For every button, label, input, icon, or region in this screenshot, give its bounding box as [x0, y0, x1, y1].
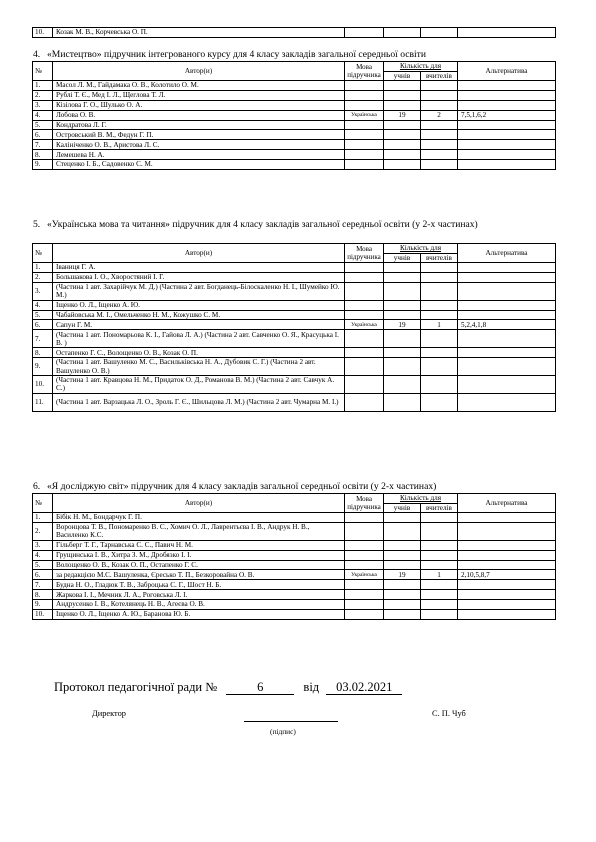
protocol-label: Протокол педагогічної ради №: [54, 680, 218, 694]
header-author: Автор(и): [53, 244, 345, 263]
row-alternative: [458, 300, 556, 310]
table-row: [33, 28, 556, 38]
row-language: [345, 393, 384, 411]
row-language: [345, 540, 384, 550]
row-alternative: [458, 580, 556, 590]
director-name: С. П. Чуб: [432, 709, 466, 718]
table-row: [33, 100, 556, 110]
table-row: [33, 272, 556, 282]
row-number: 7.: [33, 330, 53, 348]
header-teachers: вчителів: [421, 71, 458, 81]
row-alternative: [458, 90, 556, 100]
row-number: 9.: [33, 600, 53, 610]
row-language: [345, 160, 384, 170]
table-row: [33, 570, 556, 580]
table-row: [33, 358, 556, 376]
table-header-row: [33, 494, 556, 504]
row-author: Островський В. М., Федун Г. П.: [53, 130, 345, 140]
row-alternative: 5,2,4,1,8: [458, 320, 556, 330]
row-teachers: [421, 310, 458, 320]
row-number: 5.: [33, 310, 53, 320]
row-language: [345, 560, 384, 570]
table-row: [33, 130, 556, 140]
protocol-from: від: [303, 680, 320, 694]
row-teachers: 2: [421, 110, 458, 120]
row-alternative: [458, 550, 556, 560]
row-language: [345, 376, 384, 394]
table-row: [33, 522, 556, 540]
row-alternative: [458, 610, 556, 620]
row-number: 1.: [33, 81, 53, 91]
row-number: 10.: [33, 376, 53, 394]
row-author: Стеценко І. Б., Садовенко С. М.: [53, 160, 345, 170]
row-teachers: [421, 330, 458, 348]
row-teachers: [421, 140, 458, 150]
row-alternative: [458, 160, 556, 170]
row-alternative: [458, 560, 556, 570]
row-teachers: [421, 160, 458, 170]
row-language: [345, 90, 384, 100]
row-number: 4.: [33, 300, 53, 310]
row-alternative: [458, 263, 556, 273]
header-author: Автор(и): [53, 62, 345, 81]
table-row: [33, 140, 556, 150]
section-number: 6.: [33, 481, 41, 492]
row-language: [345, 81, 384, 91]
row-students: [384, 130, 421, 140]
row-language: [345, 272, 384, 282]
row-number: 3.: [33, 100, 53, 110]
table-row: [33, 550, 556, 560]
header-teachers: вчителів: [421, 503, 458, 513]
row-language: [345, 610, 384, 620]
row-teachers: [421, 81, 458, 91]
director-label: Директор: [92, 709, 126, 718]
row-alternative: [458, 522, 556, 540]
row-author: Рублі Т. Є., Мед І. Л., Щеглова Т. Л.: [53, 90, 345, 100]
row-alternative: 7,5,1,6,2: [458, 110, 556, 120]
row-number: 7.: [33, 140, 53, 150]
table-row: [33, 320, 556, 330]
row-language: [345, 130, 384, 140]
row-author: (Частина 1 авт. Вашуленко М. С., Васильківська Н. А., Дубовик С. Г.) (Частина 2 авт. Вашуленко О. В.): [53, 358, 345, 376]
row-author: Бібік Н. М., Бондарчук Г. П.: [53, 513, 345, 523]
table-row: [33, 160, 556, 170]
row-teachers: [421, 513, 458, 523]
row-teachers: [421, 358, 458, 376]
header-quantity: Кількість для: [384, 244, 458, 254]
header-no: №: [33, 244, 53, 263]
row-teachers: [421, 580, 458, 590]
row-number: 1.: [33, 263, 53, 273]
row-number: 2.: [33, 90, 53, 100]
table-row: [33, 348, 556, 358]
row-author: за редакцією М.С. Вашуленка, Єресько Т. П., Безкоровайна О. В.: [53, 570, 345, 580]
row-students: [384, 393, 421, 411]
table-row: [33, 560, 556, 570]
row-language: [345, 120, 384, 130]
row-alternative: [458, 140, 556, 150]
header-alternative: Альтернатива: [458, 244, 556, 263]
row-language: [345, 100, 384, 110]
row-author: Гільберг Т. Г., Тарнавська С. С., Павич Н. М.: [53, 540, 345, 550]
row-number: 11.: [33, 393, 53, 411]
section-number: 5.: [33, 219, 41, 230]
row-number: 2.: [33, 272, 53, 282]
row-author: Іваниця Г. А.: [53, 263, 345, 273]
row-teachers: [421, 348, 458, 358]
section-title-4: [33, 49, 558, 60]
row-students: [384, 300, 421, 310]
header-alternative: Альтернатива: [458, 62, 556, 81]
row-author: Воронцова Т. В., Пономаренко В. С., Хомич О. Л., Лаврентьєва І. В., Андрук Н. В., Василенко К.С.: [53, 522, 345, 540]
table-row: [33, 590, 556, 600]
row-number: 4.: [33, 110, 53, 120]
row-number: 4.: [33, 550, 53, 560]
table-row: [33, 310, 556, 320]
row-students: [384, 330, 421, 348]
header-quantity: Кількість для: [384, 62, 458, 72]
row-students: [384, 120, 421, 130]
row-teachers: [421, 590, 458, 600]
row-students: [384, 522, 421, 540]
row-students: [384, 513, 421, 523]
row-language: [345, 263, 384, 273]
row-students: [384, 310, 421, 320]
row-alternative: [458, 100, 556, 110]
row-students: 19: [384, 110, 421, 120]
row-language: [345, 600, 384, 610]
row-alternative: [458, 393, 556, 411]
table-row: [33, 330, 556, 348]
header-no: №: [33, 62, 53, 81]
row-teachers: [421, 376, 458, 394]
row-author: Грущинська І. В., Хитра З. М., Дробязко І. І.: [53, 550, 345, 560]
row-number: 1.: [33, 513, 53, 523]
row-students: [384, 160, 421, 170]
section-title-5: [33, 219, 558, 230]
row-teachers: [421, 560, 458, 570]
row-alternative: 2,10,5,8,7: [458, 570, 556, 580]
row-teachers: [421, 600, 458, 610]
table-row: [33, 81, 556, 91]
row-number: 10.: [33, 28, 53, 38]
row-teachers: 1: [421, 570, 458, 580]
row-students: [384, 358, 421, 376]
row-number: 9.: [33, 358, 53, 376]
table-row: [33, 110, 556, 120]
textbook-table-4: [32, 61, 556, 170]
row-author: (Частина 1 авт. Захарійчук М. Д.) (Частина 2 авт. Богданець-Білоскаленко Н. І., Шумейко Ю. М.): [53, 282, 345, 300]
row-alternative: [458, 330, 556, 348]
table-row: [33, 90, 556, 100]
row-students: [384, 610, 421, 620]
section-title-text: «Мистецтво» підручник інтегрованого курсу для 4 класу закладів загальної середньої освіти: [47, 49, 427, 60]
row-students: [384, 550, 421, 560]
row-language: [345, 282, 384, 300]
row-language: [345, 140, 384, 150]
table-row: [33, 150, 556, 160]
section-title-6: [33, 481, 558, 492]
row-students: [384, 90, 421, 100]
row-author: Будна Н. О., Гладюк Т. В., Заброцька С. Г., Шост Н. Б.: [53, 580, 345, 590]
row-author: Большакова І. О., Хворостяний І. Г.: [53, 272, 345, 282]
row-language: Українська: [345, 320, 384, 330]
row-language: [345, 550, 384, 560]
row-author: Кондратова Л. Г.: [53, 120, 345, 130]
row-author: (Частина 1 авт. Пономарьова К. І., Гайова Л. А.) (Частина 2 авт. Савченко О. Я., Красуцька І. В. ): [53, 330, 345, 348]
row-teachers: [421, 540, 458, 550]
row-students: 19: [384, 320, 421, 330]
row-alternative: [458, 600, 556, 610]
row-alternative: [458, 590, 556, 600]
row-students: [384, 580, 421, 590]
row-alternative: [458, 540, 556, 550]
table-row: [33, 263, 556, 273]
row-teachers: [421, 550, 458, 560]
row-alternative: [458, 513, 556, 523]
row-author: Жаркова І. І., Мечник Л. А., Роговська Л. І.: [53, 590, 345, 600]
row-students: 19: [384, 570, 421, 580]
row-author: Чабайовська М. І., Омельченко Н. М., Кожушко С. М.: [53, 310, 345, 320]
header-quantity: Кількість для: [384, 494, 458, 504]
section-number: 4.: [33, 49, 41, 60]
row-teachers: [421, 100, 458, 110]
row-language: [345, 300, 384, 310]
header-language: Мова підручника: [345, 494, 384, 513]
row-language: [345, 590, 384, 600]
row-teachers: [421, 610, 458, 620]
table-header-row: [33, 244, 556, 254]
table-header-row: [33, 62, 556, 72]
header-no: №: [33, 494, 53, 513]
row-alternative: [458, 358, 556, 376]
row-author: Андрусенко І. В., Котелянець Н. В., Агеєва О. В.: [53, 600, 345, 610]
row-author: Калініченко О. В., Аристова Л. С.: [53, 140, 345, 150]
row-teachers: [421, 300, 458, 310]
row-students: [384, 540, 421, 550]
row-students: [384, 150, 421, 160]
protocol-number: 6: [226, 681, 294, 695]
row-language: [345, 330, 384, 348]
row-teachers: [421, 522, 458, 540]
row-teachers: [421, 130, 458, 140]
row-students: [384, 100, 421, 110]
textbook-table-6: [32, 493, 556, 620]
row-students: [384, 376, 421, 394]
row-language: Українська: [345, 110, 384, 120]
table-row: [33, 580, 556, 590]
row-students: [384, 81, 421, 91]
continuation-table: [32, 27, 556, 38]
row-teachers: [421, 272, 458, 282]
row-language: Українська: [345, 570, 384, 580]
row-number: 10.: [33, 610, 53, 620]
row-number: 5.: [33, 120, 53, 130]
row-alternative: [458, 282, 556, 300]
row-teachers: [421, 393, 458, 411]
row-number: 8.: [33, 150, 53, 160]
table-row: [33, 610, 556, 620]
row-language: [345, 580, 384, 590]
header-students: учнів: [384, 503, 421, 513]
row-language: [345, 348, 384, 358]
table-row: [33, 376, 556, 394]
row-author: (Частина 1 авт. Варзацька Л. О., Зроль Г. Є., Шильцова Л. М.) (Частина 2 авт. Чумарна М. І.): [53, 393, 345, 411]
header-students: учнів: [384, 71, 421, 81]
row-number: 6.: [33, 320, 53, 330]
table-row: [33, 540, 556, 550]
header-students: учнів: [384, 253, 421, 263]
row-language: [345, 150, 384, 160]
signature-line: [244, 721, 338, 722]
protocol-line: [54, 680, 402, 695]
signature-hint: (підпис): [270, 727, 296, 736]
row-number: 2.: [33, 522, 53, 540]
row-students: [384, 282, 421, 300]
section-title-text: «Українська мова та читання» підручник для 4 класу закладів загальної середньої освіти (у 2-х частинах): [47, 219, 478, 230]
row-alternative: [458, 130, 556, 140]
row-language: [345, 522, 384, 540]
table-row: [33, 513, 556, 523]
row-students: [384, 600, 421, 610]
row-number: 6.: [33, 130, 53, 140]
row-students: [384, 348, 421, 358]
row-number: 3.: [33, 282, 53, 300]
row-language: [345, 310, 384, 320]
row-number: 8.: [33, 590, 53, 600]
header-language: Мова підручника: [345, 62, 384, 81]
row-language: [345, 513, 384, 523]
table-row: [33, 282, 556, 300]
row-number: 5.: [33, 560, 53, 570]
table-row: [33, 300, 556, 310]
row-number: 7.: [33, 580, 53, 590]
row-author: Іщенко О. Л., Іщенко А. Ю.: [53, 300, 345, 310]
table-row: [33, 600, 556, 610]
row-language: [345, 358, 384, 376]
row-alternative: [458, 376, 556, 394]
row-author: Іщенко О. Л., Іщенко А. Ю., Баранова Ю. Б.: [53, 610, 345, 620]
table-row: [33, 393, 556, 411]
textbook-table-5: [32, 243, 556, 412]
header-language: Мова підручника: [345, 244, 384, 263]
row-author: Масол Л. М., Гайдамака О. В., Колотило О. М.: [53, 81, 345, 91]
row-alternative: [458, 150, 556, 160]
row-author: Сапун Г. М.: [53, 320, 345, 330]
row-author: Остапенко Г. С., Волощенко О. В., Козак О. П.: [53, 348, 345, 358]
row-teachers: [421, 150, 458, 160]
row-alternative: [458, 81, 556, 91]
header-alternative: Альтернатива: [458, 494, 556, 513]
row-author: Волощенко О. В., Козак О. П., Остапенко Г. С.: [53, 560, 345, 570]
header-teachers: вчителів: [421, 253, 458, 263]
row-teachers: [421, 90, 458, 100]
protocol-date: 03.02.2021: [326, 681, 402, 695]
row-number: 3.: [33, 540, 53, 550]
row-teachers: [421, 120, 458, 130]
row-alternative: [458, 272, 556, 282]
row-number: 8.: [33, 348, 53, 358]
header-author: Автор(и): [53, 494, 345, 513]
row-author: Лемешева Н. А.: [53, 150, 345, 160]
row-alternative: [458, 348, 556, 358]
row-teachers: [421, 282, 458, 300]
row-teachers: [421, 263, 458, 273]
row-students: [384, 272, 421, 282]
row-author: (Частина 1 авт. Кравцова Н. М., Придаток О. Д., Романова В. М.) (Частина 2 авт. Савчук А. С.): [53, 376, 345, 394]
row-author: Кізілова Г. О., Шулько О. А.: [53, 100, 345, 110]
row-teachers: 1: [421, 320, 458, 330]
row-students: [384, 560, 421, 570]
row-students: [384, 263, 421, 273]
table-row: [33, 120, 556, 130]
row-number: 6.: [33, 570, 53, 580]
row-number: 9.: [33, 160, 53, 170]
row-author: Козак М. В., Корчевська О. П.: [53, 28, 345, 38]
row-author: Лобова О. В.: [53, 110, 345, 120]
row-students: [384, 590, 421, 600]
row-alternative: [458, 120, 556, 130]
row-students: [384, 140, 421, 150]
section-title-text: «Я досліджую світ» підручник для 4 класу закладів загальної середньої освіти (у 2-х частинах): [47, 481, 437, 492]
row-alternative: [458, 310, 556, 320]
